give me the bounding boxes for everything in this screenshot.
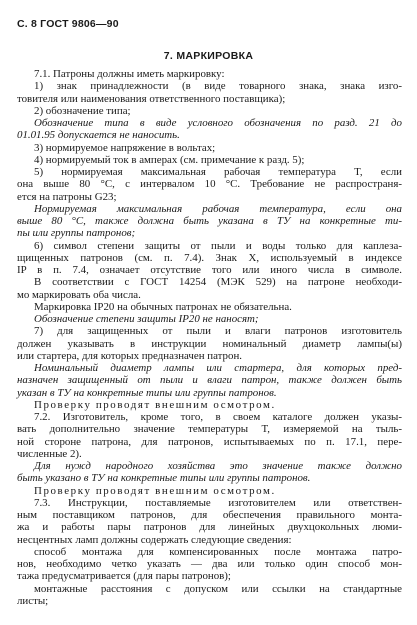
text-line: 3) нормируемое напряжение в вольтах; [34,141,216,154]
text-line: монтажные расстояния с допуском или ссылки на стандартные [34,582,402,595]
text-line: назначен защищенный от пыли и влаги патрон, также должен быть [17,374,402,387]
text-line: 7.2. Изготовитель, кроме того, в своем каталоге должен указы- [34,411,402,423]
text-line: Обозначение типа в виде условного обозначения по разд. 21 до [34,117,402,129]
text-line: Проверку проводят внешним осмотром. [34,398,276,411]
text-line: 7.1. Патроны должны иметь маркировку: [34,68,225,80]
text-line: вать дополнительно значение температуры T, измеряемой на тыль- [17,423,402,436]
text-line: 1) знак принадлежности (в виде товарного знака, знака изго- [34,80,402,93]
text-line: 7.3. Инструкции, поставляемые изготовителем или ответствен- [34,496,402,509]
text-line: Обозначение степени защиты IP20 не наносят; [34,313,259,325]
text-line: или стартера, для которых предназначен патрон. [17,349,243,362]
text-line: способ монтажа для компенсированных после монтажа патро- [34,545,402,558]
text-line: 2) обозначение типа; [34,104,131,117]
text-line: тажа предусматривается (для пары патронов); [17,570,231,583]
text-line: нов, необходимо четко указать — два или только один способ мон- [17,558,402,570]
text-line: несцентных ламп должны содержать следующие сведения: [17,533,292,546]
text-line: Нормируемая максимальная рабочая температура, если она [34,202,402,215]
text-line: жа и работы пары патронов для линейных двухцокольных люми- [17,521,402,534]
text-line: пы или группы патронов; [17,227,136,240]
text-line: В соответствии с ГОСТ 14254 (МЭК 529) на патроне необходи- [34,276,402,289]
text-line: ным поставщиком патронов, для обеспечения правильного монта- [17,509,402,521]
text-line: IP в п. 7.4, означает отсутствие того или иного числа в символе. [17,264,402,276]
text-line: она выше 80 °C, с интервалом 10 °C. Требование не распространя- [17,178,402,191]
page-header: С. 8 ГОСТ 9806—90 [17,18,119,30]
text-line: 6) символ степени защиты от пыли и воды только для каплеза- [34,239,402,252]
text-line: численные 2). [17,447,82,460]
text-line: Маркировка IP20 на обычных патронах не обязательна. [34,300,292,313]
text-line: мо маркировать оба числа. [17,288,141,301]
text-line: указан в ТУ на конкретные типы или группы патронов. [17,386,277,399]
text-line: листы; [17,594,49,607]
text-line: 5) нормируемая максимальная рабочая температура T, если [34,166,402,178]
text-line: товителя или наименования ответственного поставщика); [17,92,286,105]
text-line: ной стороне патрона, для патронов, испытываемых по п. 17.1, пере- [17,435,402,448]
text-line: щищенных патронов (см. п. 7.4). Знак X, используемый в индексе [17,251,402,264]
text-line: Проверку проводят внешним осмотром. [34,484,276,497]
text-line: 7) для защищенных от пыли и влаги патронов изготовитель [34,325,402,338]
text-line: ется на патроны G23; [17,190,117,203]
text-line: Для нужд народного хозяйства это значение также должно [34,460,402,472]
section-title: 7. МАРКИРОВКА [163,50,254,62]
text-line: 4) нормируемый ток в амперах (см. примечание к разд. 5); [34,153,305,166]
section-body [17,68,402,607]
text-line: быть указано в ТУ на конкретные типы или группы патронов. [17,472,311,485]
text-line: должен указывать в инструкции номинальный диаметр лампы(ы) [17,337,402,350]
text-line: выше 80 °C, также должна быть указана в ТУ на конкретные ти- [17,215,402,227]
text-line: Номинальный диаметр лампы или стартера, для которых пред- [34,362,402,374]
text-line: 01.01.95 допускается не наносить. [17,129,180,142]
